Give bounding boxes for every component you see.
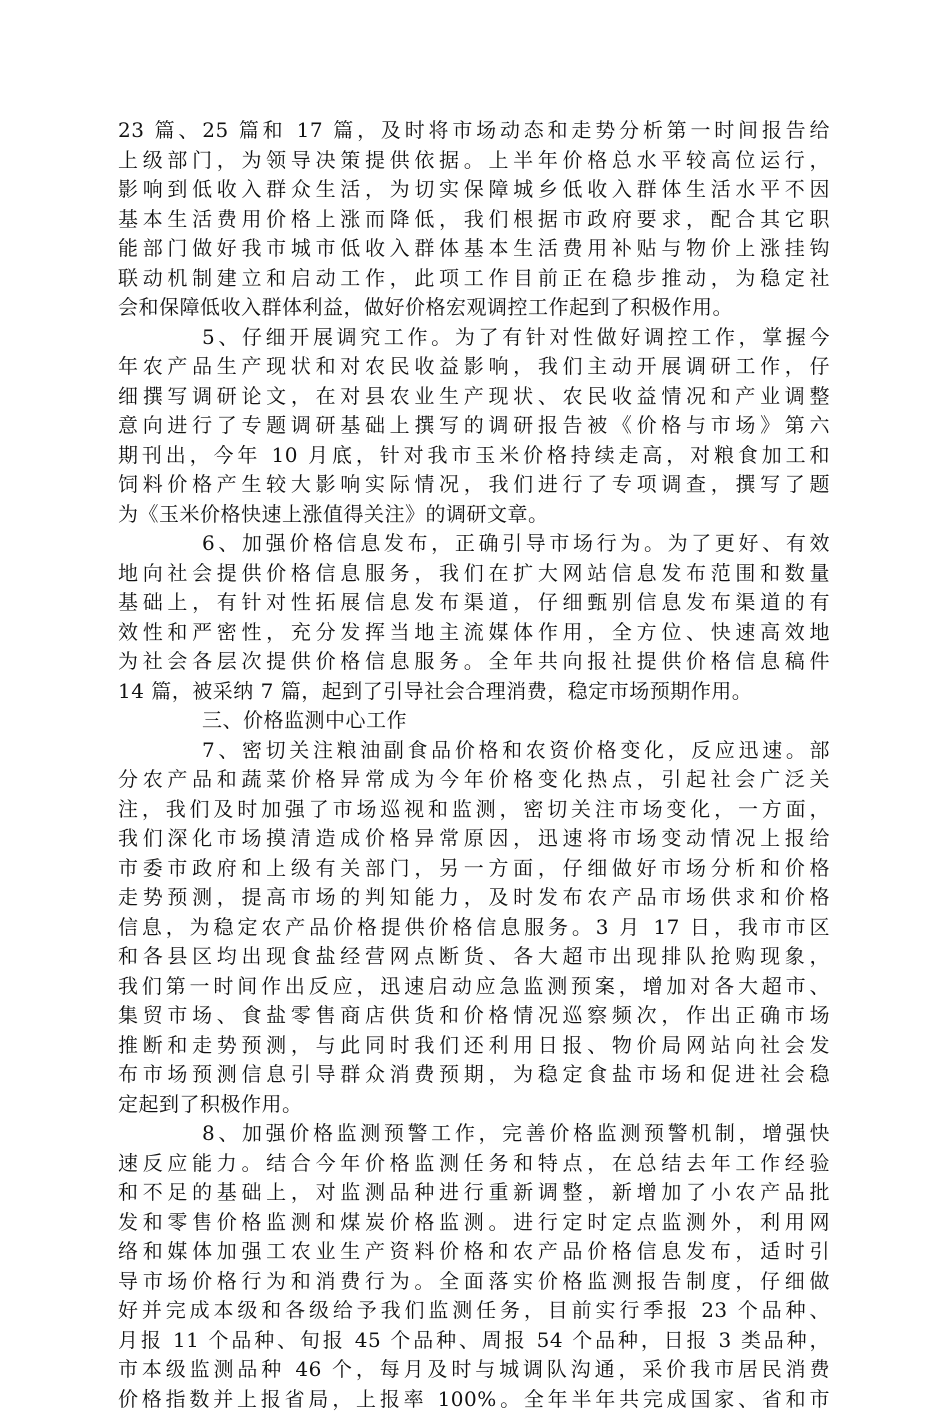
text-line: 定起到了积极作用。 [118,1090,830,1120]
text-line: 信息，为稳定农产品价格提供价格信息服务。3 月 17 日，我市市区 [118,913,830,943]
text-line: 月报 11 个品种、旬报 45 个品种、周报 54 个品种，日报 3 类品种， [118,1326,830,1356]
text-line: 市委市政府和上级有关部门，另一方面，仔细做好市场分析和价格 [118,854,830,884]
text-line: 三、价格监测中心工作 [118,706,830,736]
text-line: 注，我们及时加强了市场巡视和监测，密切关注市场变化，一方面， [118,795,830,825]
text-line: 推断和走势预测，与此同时我们还利用日报、物价局网站向社会发 [118,1031,830,1061]
text-line: 年农产品生产现状和对农民收益影响，我们主动开展调研工作，仔 [118,352,830,382]
text-line: 期刊出，今年 10 月底，针对我市玉米价格持续走高，对粮食加工和 [118,441,830,471]
text-line: 细撰写调研论文，在对县农业生产现状、农民收益情况和产业调整 [118,382,830,412]
text-line: 能部门做好我市城市低收入群体基本生活费用补贴与物价上涨挂钩 [118,234,830,264]
text-line: 14 篇，被采纳 7 篇，起到了引导社会合理消费，稳定市场预期作用。 [118,677,830,707]
text-line: 为《玉米价格快速上涨值得关注》的调研文章。 [118,500,830,530]
text-line: 7、密切关注粮油副食品价格和农资价格变化，反应迅速。部 [118,736,830,766]
document-page [118,116,830,1414]
text-line: 和不足的基础上，对监测品种进行重新调整，新增加了小农产品批 [118,1178,830,1208]
text-line: 集贸市场、食盐零售商店供货和价格情况巡察频次，作出正确市场 [118,1001,830,1031]
text-line: 速反应能力。结合今年价格监测任务和特点，在总结去年工作经验 [118,1149,830,1179]
text-line: 导市场价格行为和消费行为。全面落实价格监测报告制度，仔细做 [118,1267,830,1297]
text-line: 和各县区均出现食盐经营网点断货、各大超市出现排队抢购现象， [118,942,830,972]
text-line: 饲料价格产生较大影响实际情况，我们进行了专项调查，撰写了题 [118,470,830,500]
text-line: 意向进行了专题调研基础上撰写的调研报告被《价格与市场》第六 [118,411,830,441]
text-line: 23 篇、25 篇和 17 篇，及时将市场动态和走势分析第一时间报告给 [118,116,830,146]
text-line: 好并完成本级和各级给予我们监测任务，目前实行季报 23 个品种、 [118,1296,830,1326]
text-line: 基础上，有针对性拓展信息发布渠道，仔细甄别信息发布渠道的有 [118,588,830,618]
text-line: 地向社会提供价格信息服务，我们在扩大网站信息发布范围和数量 [118,559,830,589]
text-line: 我们深化市场摸清造成价格异常原因，迅速将市场变动情况上报给 [118,824,830,854]
text-line: 联动机制建立和启动工作，此项工作目前正在稳步推动，为稳定社 [118,264,830,294]
text-line: 上级部门，为领导决策提供依据。上半年价格总水平较高位运行， [118,146,830,176]
text-line: 8、加强价格监测预警工作，完善价格监测预警机制，增强快 [118,1119,830,1149]
text-line: 会和保障低收入群体利益，做好价格宏观调控工作起到了积极作用。 [118,293,830,323]
text-line: 布市场预测信息引导群众消费预期，为稳定食盐市场和促进社会稳 [118,1060,830,1090]
text-line: 效性和严密性，充分发挥当地主流媒体作用，全方位、快速高效地 [118,618,830,648]
text-line: 我们第一时间作出反应，迅速启动应急监测预案，增加对各大超市、 [118,972,830,1002]
text-line: 发和零售价格监测和煤炭价格监测。进行定时定点监测外，利用网 [118,1208,830,1238]
text-line: 6、加强价格信息发布，正确引导市场行为。为了更好、有效 [118,529,830,559]
text-line: 为社会各层次提供价格信息服务。全年共向报社提供价格信息稿件 [118,647,830,677]
text-line: 络和媒体加强工农业生产资料价格和农产品价格信息发布，适时引 [118,1237,830,1267]
text-line: 5、仔细开展调究工作。为了有针对性做好调控工作，掌握今 [118,323,830,353]
text-line: 分农产品和蔬菜价格异常成为今年价格变化热点，引起社会广泛关 [118,765,830,795]
text-line: 价格指数并上报省局，上报率 100%。全年半年共完成国家、省和市 [118,1385,830,1414]
text-line: 影响到低收入群众生活，为切实保障城乡低收入群体生活水平不因 [118,175,830,205]
text-line: 基本生活费用价格上涨而降低，我们根据市政府要求，配合其它职 [118,205,830,235]
text-line: 走势预测，提高市场的判知能力，及时发布农产品市场供求和价格 [118,883,830,913]
text-line: 市本级监测品种 46 个，每月及时与城调队沟通，采价我市居民消费 [118,1355,830,1385]
